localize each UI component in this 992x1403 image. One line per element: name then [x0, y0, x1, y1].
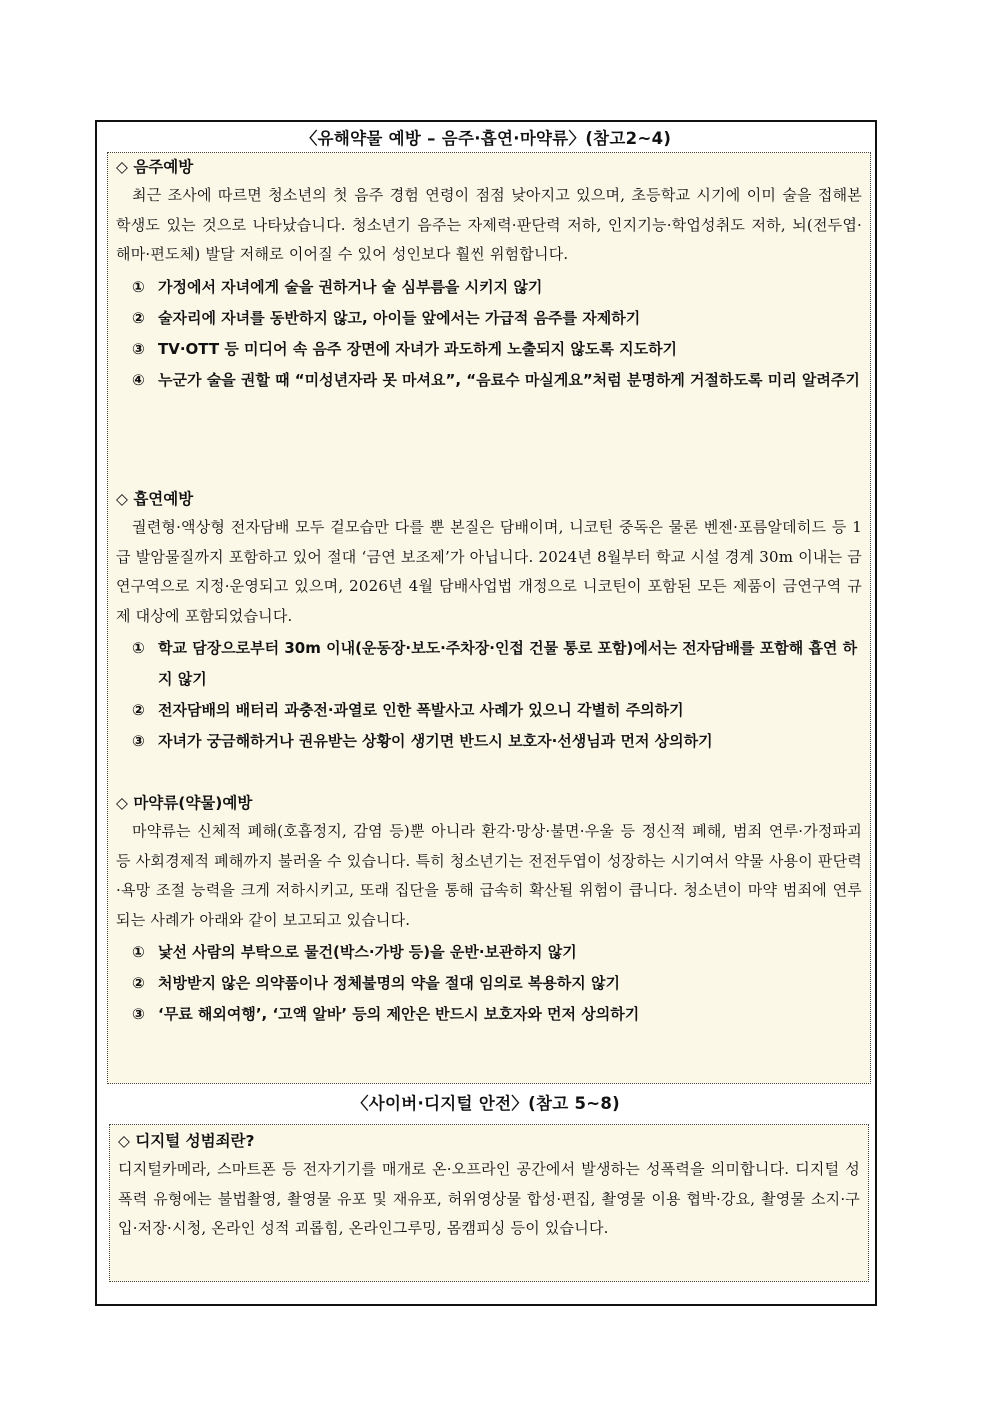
list-item — [132, 968, 862, 999]
drugs-tips-list — [116, 937, 862, 1030]
item-number: ② — [132, 701, 145, 719]
item-number: ② — [132, 974, 145, 992]
item-number: ① — [132, 639, 145, 657]
drugs-paragraph: 마약류는 신체적 폐해(호흡정지, 감염 등)뿐 아니라 환각·망상·불면·우울 등 정신적 폐해, 범죄 연루·가정파괴 등 사회경제적 폐해까지 불러올 수 있습니다. 특히 청소년기는 전전두엽이 성장하는 시기여서 약물 사용이 판단력·욕망 조절 능력을 크게 저하시키고, 또래 집단을 통해 급속히 확산될 위험이 큽니다. 청소년이 마약 범죄에 연루되는 사례가 아래와 같이 보고되고 있습니다. — [116, 822, 862, 929]
list-item — [132, 303, 862, 334]
document-frame — [95, 120, 877, 1306]
item-text: 술자리에 자녀를 동반하지 않고, 아이들 앞에서는 가급적 음주를 자제하기 — [158, 308, 641, 327]
list-item — [132, 334, 862, 365]
item-number: ③ — [132, 339, 145, 358]
item-number: ③ — [132, 1005, 145, 1023]
item-text: ‘무료 해외여행’, ‘고액 알바’ 등의 제안은 반드시 보호자와 먼저 상의하기 — [158, 1005, 640, 1023]
alcohol-tips-list — [116, 272, 862, 396]
smoking-paragraph: 궐련형·액상형 전자담배 모두 겉모습만 다를 뿐 본질은 담배이며, 니코틴 중독은 물론 벤젠·포름알데히드 등 1급 발암물질까지 포함하고 있어 절대 ‘금연 보조제’가 아닙니다. 2024년 8월부터 학교 시설 경계 30m 이내는 금연구역으로 지정·운영되고 있으며, 2026년 4월 담배사업법 개정으로 니코틴이 포함된 모든 제품이 금연구역 규제 대상에 포함되었습니다. — [116, 518, 862, 625]
drugs-heading: ◇ 마약류(약물)예방 — [116, 794, 253, 812]
item-text: 낯선 사람의 부탁으로 물건(박스·가방 등)을 운반·보관하지 않기 — [158, 943, 577, 961]
item-number: ④ — [132, 370, 145, 389]
item-number: ③ — [132, 732, 145, 750]
list-item — [132, 365, 862, 396]
substance-prevention-box — [107, 152, 871, 1084]
item-text: 누군가 술을 권할 때 “미성년자라 못 마셔요”, “음료수 마실게요”처럼 분명하게 거절하도록 미리 알려주기 — [158, 370, 860, 389]
item-text: 학교 담장으로부터 30m 이내(운동장·보도·주차장·인접 건물 통로 포함)에서는 전자담배를 포함해 흡연 하지 않기 — [158, 639, 858, 688]
alcohol-prevention-block — [116, 153, 862, 396]
digital-safety-box — [109, 1124, 869, 1282]
alcohol-paragraph: 최근 조사에 따르면 청소년의 첫 음주 경험 연령이 점점 낮아지고 있으며, 초등학교 시기에 이미 술을 접해본 학생도 있는 것으로 나타났습니다. 청소년기 음주는 자제력·판단력 저하, 인지기능·학업성취도 저하, 뇌(전두엽·해마·편도체) 발달 저해로 이어질 수 있어 성인보다 훨씬 위험합니다. — [116, 186, 862, 263]
list-item — [132, 272, 862, 303]
digital-paragraph: 디지털카메라, 스마트폰 등 전자기기를 매개로 온·오프라인 공간에서 발생하는 성폭력을 의미합니다. 디지털 성폭력 유형에는 불법촬영, 촬영물 유포 및 재유포, 허위영상물 합성·편집, 촬영물 이용 협박·강요, 촬영물 소지·구입·저장·시청, 온라인 성적 괴롭힘, 온라인그루밍, 몸캠피싱 등이 있습니다. — [118, 1160, 860, 1237]
digital-heading: ◇ 디지털 성범죄란? — [118, 1132, 255, 1150]
list-item — [132, 726, 862, 757]
drug-prevention-block — [116, 789, 862, 1030]
smoking-prevention-block — [116, 485, 862, 757]
item-number: ① — [132, 943, 145, 961]
smoking-tips-list — [116, 633, 862, 757]
smoking-heading: ◇ 흡연예방 — [116, 490, 194, 508]
item-text: 자녀가 궁금해하거나 권유받는 상황이 생기면 반드시 보호자·선생님과 먼저 상의하기 — [158, 732, 713, 750]
item-text: 전자담배의 배터리 과충전·과열로 인한 폭발사고 사례가 있으니 각별히 주의하기 — [158, 701, 684, 719]
item-number: ② — [132, 308, 145, 327]
item-number: ① — [132, 277, 145, 296]
section-title-digital-safety: 〈사이버·디지털 안전〉(참고 5~8) — [351, 1094, 620, 1113]
item-text: TV·OTT 등 미디어 속 음주 장면에 자녀가 과도하게 노출되지 않도록 지도하기 — [158, 339, 678, 358]
item-text: 가정에서 자녀에게 술을 권하거나 술 심부름을 시키지 않기 — [158, 277, 543, 296]
list-item — [132, 999, 862, 1030]
item-text: 처방받지 않은 의약품이나 정체불명의 약을 절대 임의로 복용하지 않기 — [158, 974, 620, 992]
list-item — [132, 633, 862, 695]
section-title-substance-prevention: 〈유해약물 예방 – 음주·흡연·마약류〉(참고2~4) — [300, 129, 672, 148]
list-item — [132, 695, 862, 726]
list-item — [132, 937, 862, 968]
digital-crime-block — [118, 1127, 860, 1244]
alcohol-heading: ◇ 음주예방 — [116, 158, 194, 176]
